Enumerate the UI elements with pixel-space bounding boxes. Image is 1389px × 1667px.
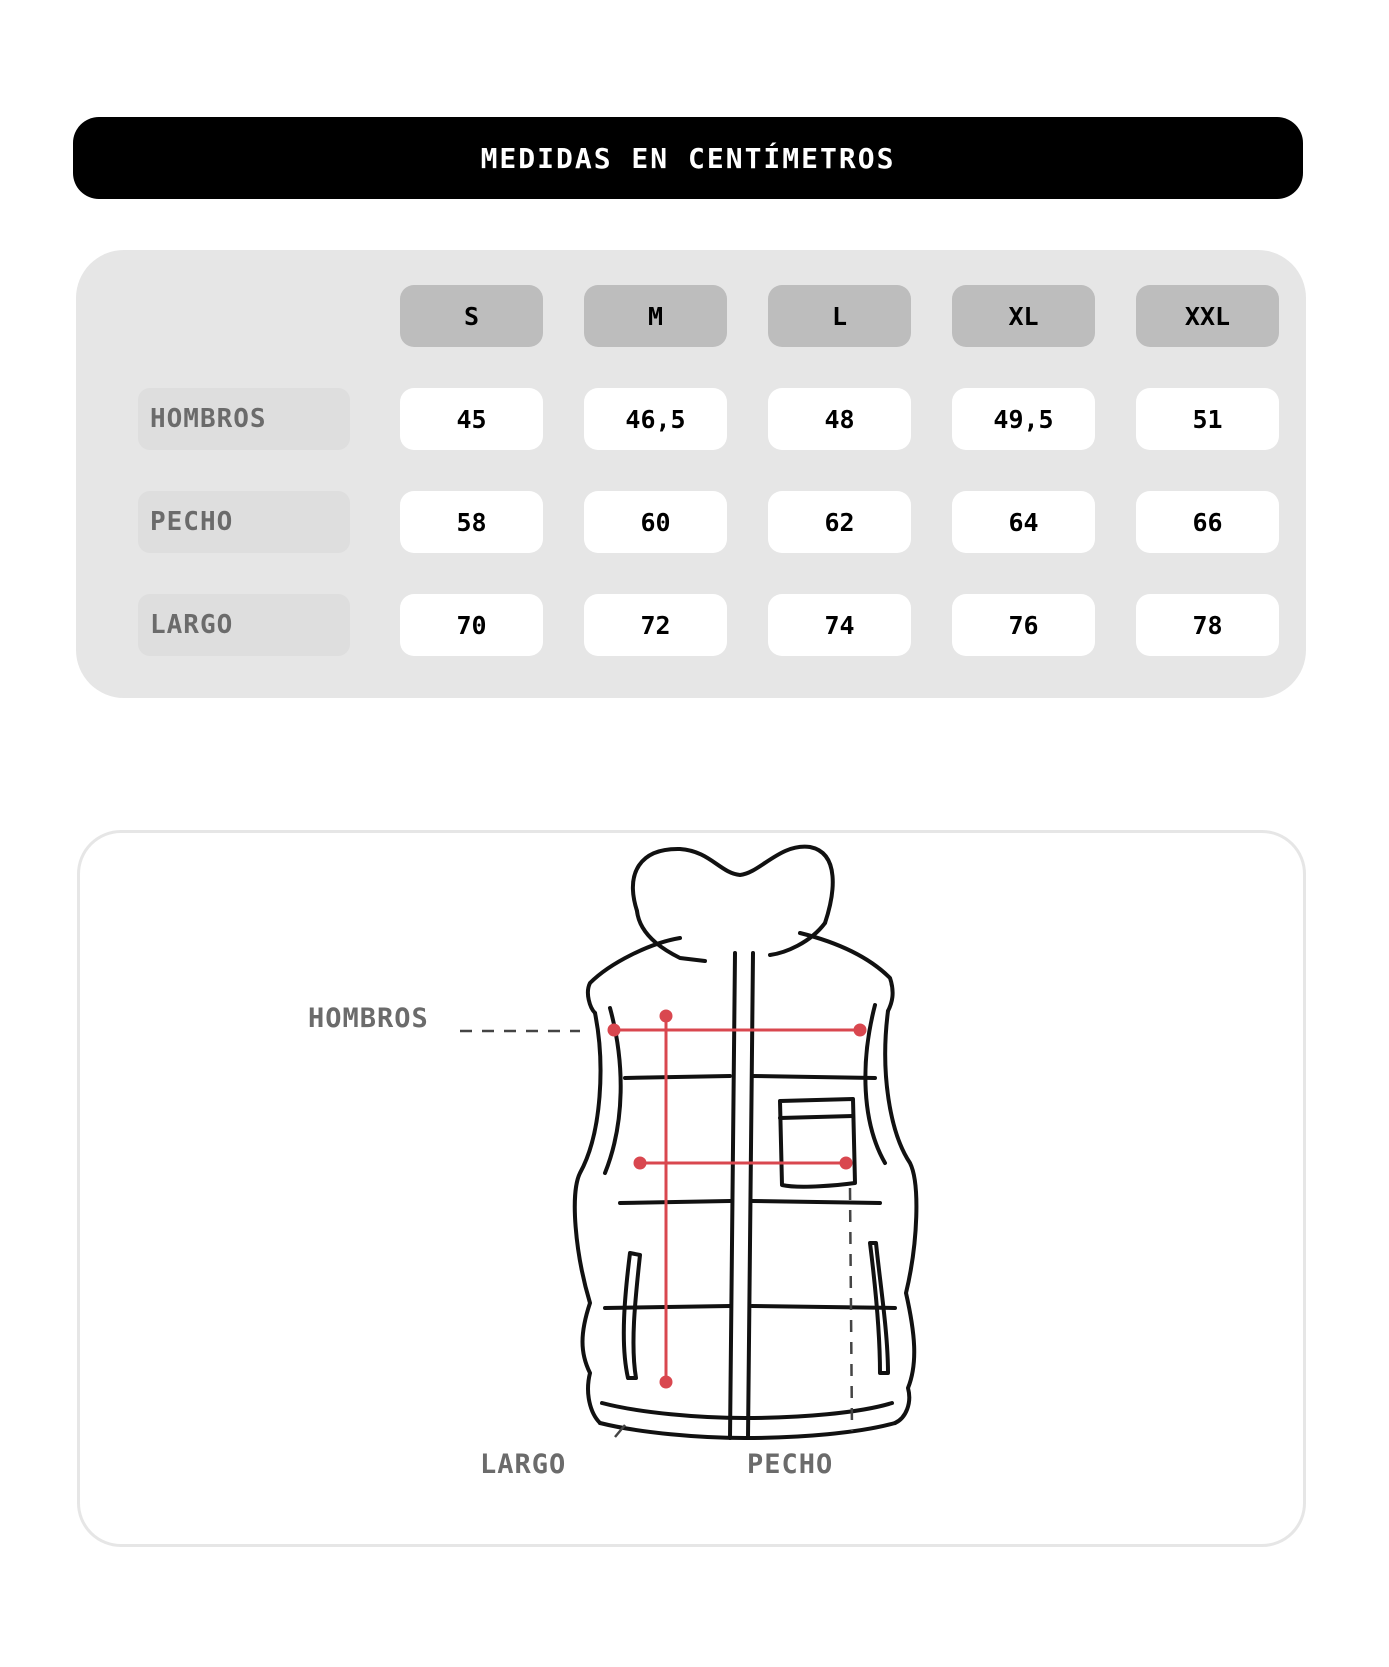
cell-pecho-xl: 64 [952,491,1095,553]
cell-hombros-l: 48 [768,388,911,450]
size-header-xxl: XXL [1136,285,1279,347]
cell-pecho-m: 60 [584,491,727,553]
cell-largo-m: 72 [584,594,727,656]
size-header-s: S [400,285,543,347]
cell-hombros-m: 46,5 [584,388,727,450]
cell-largo-xxl: 78 [1136,594,1279,656]
diagram-label-pecho: PECHO [747,1449,834,1480]
vest-illustration [80,833,1309,1550]
header-bar [73,117,1303,199]
size-header-m: M [584,285,727,347]
size-header-xl: XL [952,285,1095,347]
diagram-label-hombros: HOMBROS [308,1003,429,1034]
cell-largo-l: 74 [768,594,911,656]
cell-pecho-xxl: 66 [1136,491,1279,553]
cell-pecho-l: 62 [768,491,911,553]
row-label-pecho: PECHO [138,491,350,553]
cell-hombros-s: 45 [400,388,543,450]
cell-pecho-s: 58 [400,491,543,553]
cell-largo-xl: 76 [952,594,1095,656]
size-header-l: L [768,285,911,347]
cell-hombros-xl: 49,5 [952,388,1095,450]
diagram-label-largo: LARGO [480,1449,567,1480]
measurement-diagram [77,830,1306,1547]
page-title: MEDIDAS EN CENTÍMETROS [480,141,896,175]
row-label-largo: LARGO [138,594,350,656]
cell-largo-s: 70 [400,594,543,656]
cell-hombros-xxl: 51 [1136,388,1279,450]
row-label-hombros: HOMBROS [138,388,350,450]
size-table [76,250,1306,698]
